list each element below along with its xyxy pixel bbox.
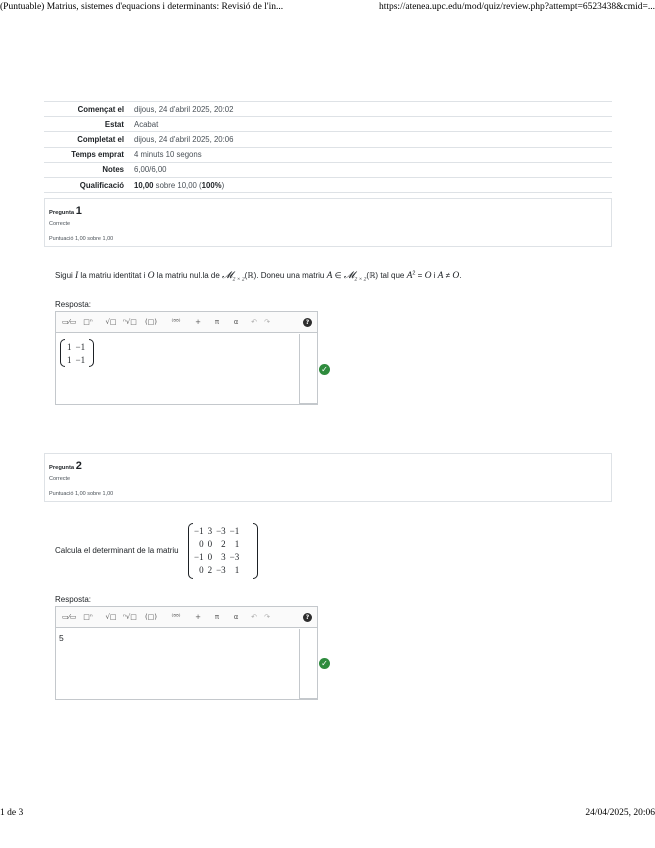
print-datetime: 24/04/2025, 20:06 — [585, 808, 655, 818]
print-header — [0, 2, 655, 16]
parentheses-icon[interactable]: (□) — [144, 318, 158, 326]
math-symbol: O — [424, 271, 432, 281]
editor-toolbar — [56, 312, 317, 333]
summary-value: 6,00/6,00 — [130, 162, 612, 177]
alpha-icon[interactable]: α — [233, 613, 239, 621]
question-number — [49, 460, 82, 472]
answer-matrix — [60, 339, 94, 367]
text-fragment: . Doneu una matriu — [256, 271, 327, 280]
nth-root-icon[interactable]: ⁿ√□ — [123, 318, 137, 326]
question-grade: Puntuació 1,00 sobre 1,00 — [49, 236, 114, 242]
question-number — [49, 205, 82, 217]
text-fragment: i — [431, 271, 438, 280]
matrix-cell: 3 — [221, 551, 226, 562]
summary-row — [44, 102, 612, 117]
correct-check-icon: ✓ — [319, 658, 330, 669]
question-grade: Puntuació 1,00 sobre 1,00 — [49, 491, 114, 497]
editor-scrollbar[interactable] — [299, 629, 318, 699]
math-symbol: A — [437, 271, 444, 281]
grade-end: ) — [221, 180, 225, 190]
question-state: Correcte — [49, 221, 71, 227]
text-fragment: la matriu identitat i — [78, 271, 148, 280]
math-symbol: = — [415, 271, 425, 280]
summary-row — [44, 147, 612, 162]
summary-label: Estat — [44, 117, 130, 132]
text-fragment: . — [459, 271, 462, 280]
matrix-cell: −3 — [216, 564, 226, 575]
matrix-cell: 1 — [67, 341, 72, 352]
math-symbol: O — [147, 271, 155, 281]
correct-check-icon: ✓ — [319, 364, 330, 375]
matrix-cell: −1 — [75, 341, 86, 352]
text-fragment: Sigui — [55, 271, 76, 280]
summary-label: Completat el — [44, 132, 130, 147]
answer-value: 5 — [59, 633, 64, 643]
math-symbol: (ℝ) — [366, 271, 379, 280]
question-state: Correcte — [49, 476, 71, 482]
math-symbol: ∈ — [332, 271, 344, 280]
math-editor-1[interactable] — [55, 311, 318, 405]
answer-matrix-grid — [65, 340, 87, 366]
matrix-cell: 0 — [199, 538, 204, 549]
matrix-cell: 0 — [199, 564, 204, 575]
pi-icon[interactable]: π — [214, 613, 220, 621]
parentheses-icon[interactable]: (□) — [144, 613, 158, 621]
summary-row — [44, 177, 612, 192]
plus-icon[interactable]: + — [195, 318, 201, 326]
editor-toolbar — [56, 607, 317, 628]
matrix-cell: −3 — [229, 551, 240, 562]
editor-scrollbar[interactable] — [299, 334, 318, 404]
question-2-info — [44, 453, 612, 502]
question-2-text: Calcula el determinant de la matriu — [55, 546, 179, 555]
nth-root-icon[interactable]: ⁿ√□ — [123, 613, 137, 621]
pi-icon[interactable]: π — [214, 318, 220, 326]
question-num: 2 — [75, 460, 82, 472]
matrix-cell: −1 — [229, 525, 240, 536]
question-1-info — [44, 198, 612, 247]
fraction-icon[interactable]: ▭⁄▭ — [62, 318, 77, 326]
sqrt-icon[interactable]: √□ — [105, 613, 117, 621]
matrix-cell: −3 — [216, 525, 226, 536]
right-bracket — [253, 523, 258, 579]
math-symbol: 𝓜 — [222, 271, 233, 281]
question-prefix: Pregunta — [49, 465, 75, 471]
matrix-cell: 2 — [221, 538, 226, 549]
print-footer — [0, 808, 655, 822]
answer-input-area[interactable] — [56, 334, 298, 404]
plus-icon[interactable]: + — [195, 613, 201, 621]
print-header-url: https://atenea.upc.edu/mod/quiz/review.php?attempt=6523438&cmid=... — [378, 2, 655, 12]
math-symbol: O — [452, 271, 460, 281]
text-fragment: tal que — [378, 271, 407, 280]
math-symbol: A — [406, 271, 413, 281]
grade-mid: sobre 10,00 ( — [153, 180, 202, 190]
matrix-cell: −1 — [194, 525, 204, 536]
grade-percent: 100% — [201, 180, 222, 190]
redo-icon[interactable]: ↷ — [264, 318, 270, 326]
math-subscript: 2 × 2 — [232, 276, 245, 283]
summary-value: 4 minuts 10 segons — [130, 147, 612, 162]
matrix-cell: 3 — [207, 525, 213, 536]
math-symbol: (ℝ) — [244, 271, 257, 280]
question-matrix — [188, 523, 258, 579]
undo-icon[interactable]: ↶ — [251, 613, 257, 621]
matrix-cell: 1 — [234, 538, 240, 549]
math-symbol: ≠ — [443, 271, 453, 280]
grade-score: 10,00 — [134, 180, 154, 190]
help-icon[interactable]: ? — [303, 318, 312, 327]
summary-row — [44, 117, 612, 132]
page-number: 1 de 3 — [0, 808, 24, 818]
print-header-title: (Puntuable) Matrius, sistemes d'equacions i determinants: Revisió de l'in... — [0, 2, 284, 12]
summary-row — [44, 132, 612, 147]
matrix-cell: 2 — [207, 564, 213, 575]
summary-label: Notes — [44, 162, 130, 177]
math-symbol: A — [326, 271, 333, 281]
math-superscript: 2 — [412, 270, 416, 277]
math-symbol: I — [75, 271, 79, 281]
question-matrix-grid — [192, 524, 241, 576]
matrix-cell: 1 — [234, 564, 240, 575]
matrix-cell: −1 — [75, 354, 86, 365]
math-symbol: 𝓜 — [343, 271, 355, 281]
alpha-icon[interactable]: α — [233, 318, 239, 326]
summary-value: dijous, 24 d'abril 2025, 20:06 — [130, 132, 612, 147]
response-label: Resposta: — [55, 595, 92, 604]
matrix-cell: −1 — [194, 551, 204, 562]
superscript-icon[interactable]: □ⁿ — [83, 318, 93, 326]
answer-input-area[interactable] — [56, 629, 298, 699]
math-subscript: 2 × 2 — [354, 276, 367, 283]
help-icon[interactable]: ? — [303, 613, 312, 622]
matrix-cell: 0 — [207, 538, 213, 549]
question-num: 1 — [75, 205, 82, 217]
question-1-text — [55, 270, 461, 283]
matrix-cell: 1 — [67, 354, 72, 365]
text-fragment: la matriu nul.la de — [154, 271, 223, 280]
right-bracket — [89, 339, 94, 367]
math-editor-2[interactable] — [55, 606, 318, 700]
matrix-icon[interactable]: ⁽⁸⁸⁾ — [171, 318, 181, 326]
fraction-icon[interactable]: ▭⁄▭ — [62, 613, 77, 621]
summary-label: Començat el — [44, 102, 130, 117]
redo-icon[interactable]: ↷ — [264, 613, 270, 621]
matrix-cell: 0 — [207, 551, 213, 562]
response-label: Resposta: — [55, 300, 92, 309]
sqrt-icon[interactable]: √□ — [105, 318, 117, 326]
attempt-summary-table — [44, 101, 612, 193]
summary-row — [44, 162, 612, 177]
summary-value: dijous, 24 d'abril 2025, 20:02 — [130, 102, 612, 117]
question-prefix: Pregunta — [49, 210, 75, 216]
summary-label: Temps emprat — [44, 147, 130, 162]
superscript-icon[interactable]: □ⁿ — [83, 613, 93, 621]
matrix-icon[interactable]: ⁽⁸⁸⁾ — [171, 613, 181, 621]
summary-grade-value — [130, 177, 612, 192]
summary-label: Qualificació — [44, 177, 130, 192]
undo-icon[interactable]: ↶ — [251, 318, 257, 326]
summary-value: Acabat — [130, 117, 612, 132]
